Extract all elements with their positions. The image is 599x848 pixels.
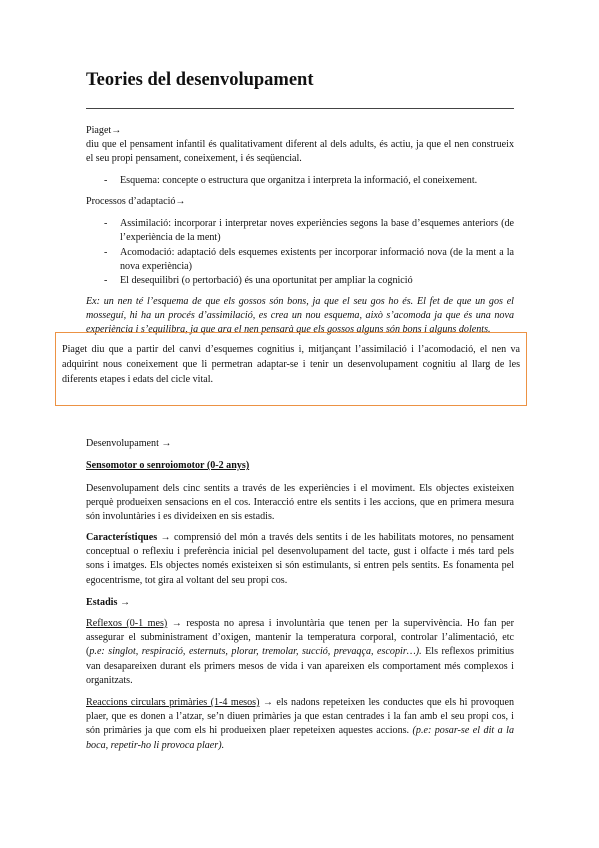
estadis-heading: Estadis → bbox=[86, 597, 131, 608]
assimilacio-text: Assimilació: incorporar i interpretar noves experiències segons la base d’esquemes anteriors (de l’experiència de la ment) bbox=[120, 218, 514, 244]
desenvolupament-heading-block bbox=[86, 437, 514, 451]
reaccions-text: → els nadons repeteixen les conductes que els hi provoquen plaer, que es donen a l’atzar, se’n diuen primàries ja que estan centrades i la fan amb el seu propi cos, i són primàries ja que com els hi produeixen plaer repeteixen aquestes accions. bbox=[86, 697, 514, 737]
bullet-dash: - bbox=[104, 218, 108, 229]
esquema-text: Esquema: concepte o estructura que organitza i interpreta la informació, el coneixement. bbox=[120, 175, 478, 186]
stage-title-block bbox=[86, 459, 514, 473]
bullet-dash: - bbox=[104, 275, 108, 286]
title-divider bbox=[86, 108, 514, 109]
stage-title: Sensomotor o senroiomotor (0-2 anys) bbox=[86, 460, 250, 471]
caracteristiques-label: Característiques bbox=[86, 532, 158, 543]
bullet-dash: - bbox=[104, 175, 108, 186]
piaget-heading: Piaget→ bbox=[86, 125, 122, 136]
caracteristiques-paragraph bbox=[86, 531, 514, 588]
estadis-heading-block bbox=[86, 596, 514, 610]
reaccions-paragraph bbox=[86, 696, 514, 753]
reaccions-label: Reaccions circulars primàries (1-4 mesos) bbox=[86, 697, 260, 708]
desequilibri-text: El desequilibri (o pertorbació) és una oportunitat per ampliar la cognició bbox=[120, 275, 413, 286]
desenvolupament-heading: Desenvolupament → bbox=[86, 438, 172, 449]
acomodacio-text: Acomodació: adaptació dels esquemes existents per incorporar informació nova (de la ment a la nova experiència) bbox=[120, 247, 514, 273]
bullet-dash: - bbox=[104, 247, 108, 258]
reflexos-examples: p.e: singlot, respiració, esternuts, plorar, tremolar, succió, prevaqça, escopir…). bbox=[89, 646, 422, 658]
example-paragraph: Ex: un nen té l’esquema de que els gossos són bons, ja que el seu gos ho és. El fet de que un gos el mosseguí, hi ha un procés d’assimilació, es crea un nou esquema, això s’acomoda ja que és una nova experiència i s’equilibra, ja que ara el nen pensarà que els gossos alguns són bons i alguns dolents. bbox=[86, 296, 514, 336]
piaget-intro: diu que el pensament infantil és qualitativament diferent al dels adults, és actiu, ja que el nen construeix el seu propi pensament, coneixement, i és seqüencial. bbox=[86, 139, 514, 165]
document-title: Teories del desenvolupament bbox=[86, 70, 314, 90]
reaccions-example: (p.e: posar-se el dit a la boca, repetir-ho li provoca plaer). bbox=[86, 725, 514, 751]
summary-text: Piaget diu que a partir del canvi d’esquemes cognitius i, mitjançant l’assimilació i l’acomodació, el nen va adquirint nous coneixement que li permetran adaptar-se i tenir un desenvolupament cognitiu al llarg de les diferents etapes i edats del cicle vital. bbox=[62, 344, 520, 386]
reflexos-text: → resposta no apresa i involuntària que tenen per la supervivència. Ho fan per assegurar el subministrament d’oxigen, mantenir la temperatura corporal, controlar l’alimentació, etc ( bbox=[86, 618, 514, 658]
processos-heading-block bbox=[86, 195, 514, 209]
reflexos-label: Reflexos (0-1 mes) bbox=[86, 618, 168, 629]
reflexos-text-2: Els reflexos primitius van desapareixen durant els primers mesos de vida i van apareixen els comportament més complexos i organitzats. bbox=[86, 646, 514, 686]
reflexos-paragraph bbox=[86, 617, 514, 688]
summary-box bbox=[55, 332, 527, 406]
caracteristiques-text: → comprensió del món a través dels sentits i de les habilitats motores, no pensament conceptual o reflexiu i preferència inicial pel desenvolupament del tacte, gust i olfacte i més tard pels sons i imatges. Els objectes només existeixen si són estimulants, si entren pels sentits. Es fonamenta pel egocentrisme, tot gira al voltant del seu propi cos. bbox=[86, 532, 514, 586]
piaget-section bbox=[86, 124, 514, 167]
stage-description: Desenvolupament dels cinc sentits a través de les experiències i el moviment. Els objectes existeixen perquè produeixen sensacions en el cos. Interacció entre els sentits i les accions, que en primera mesura són involuntàries i es divideixen en sis estadis. bbox=[86, 483, 514, 523]
processos-heading: Processos d’adaptació→ bbox=[86, 196, 186, 207]
